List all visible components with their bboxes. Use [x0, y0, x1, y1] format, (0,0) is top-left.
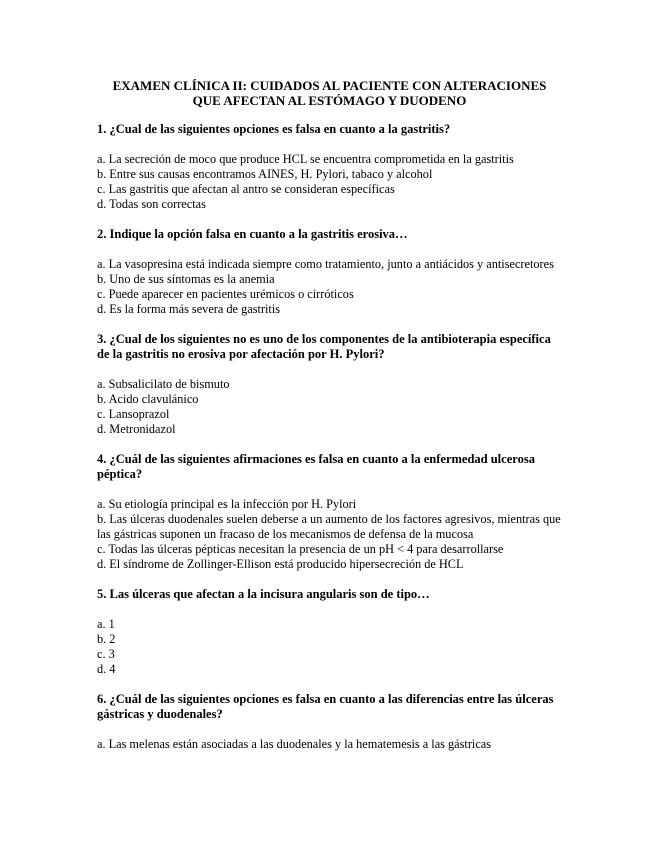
question-5-option-b: b. 2 — [97, 632, 116, 646]
question-3-option-c: c. Lansoprazol — [97, 407, 170, 421]
question-4-option-c: c. Todas las úlceras pépticas necesitan la presencia de un pH < 4 para desarrollarse — [97, 542, 504, 556]
exam-title-line-1: EXAMEN CLÍNICA II: CUIDADOS AL PACIENTE CON ALTERACIONES — [112, 78, 547, 93]
exam-page — [97, 78, 562, 752]
question-4-option-d: d. El síndrome de Zollinger-Ellison está producido hipersecreción de HCL — [97, 557, 464, 571]
question-5-options — [97, 617, 562, 677]
question-1-option-c: c. Las gastritis que afectan al antro se consideran específicas — [97, 182, 395, 196]
question-1-option-d: d. Todas son correctas — [97, 197, 206, 211]
question-3-option-d: d. Metronidazol — [97, 422, 176, 436]
question-2 — [97, 227, 562, 317]
question-1-option-a: a. La secreción de moco que produce HCL se encuentra comprometida en la gastritis — [97, 152, 514, 166]
exam-title-line-2: QUE AFECTAN AL ESTÓMAGO Y DUODENO — [192, 93, 467, 108]
question-1-option-b: b. Entre sus causas encontramos AINES, H. Pylori, tabaco y alcohol — [97, 167, 433, 181]
question-3-options — [97, 377, 562, 437]
question-5-option-c: c. 3 — [97, 647, 115, 661]
question-6-options — [97, 737, 562, 752]
question-5-option-d: d. 4 — [97, 662, 116, 676]
exam-title — [97, 78, 562, 108]
question-5-option-a: a. 1 — [97, 617, 115, 631]
question-3-option-a: a. Subsalicilato de bismuto — [97, 377, 230, 391]
question-1 — [97, 122, 562, 212]
question-4 — [97, 452, 562, 572]
question-2-option-a: a. La vasopresina está indicada siempre como tratamiento, junto a antiácidos y antisecretores — [97, 257, 554, 271]
question-6-text: 6. ¿Cuál de las siguientes opciones es falsa en cuanto a las diferencias entre las úlceras gástricas y duodenales? — [97, 692, 554, 721]
question-4-option-b: b. Las úlceras duodenales suelen deberse a un aumento de los factores agresivos, mientras que las gástricas suponen un fracaso de los mecanismos de defensa de la mucosa — [97, 512, 561, 541]
question-2-option-b: b. Uno de sus síntomas es la anemia — [97, 272, 275, 286]
question-1-text: 1. ¿Cual de las siguientes opciones es falsa en cuanto a la gastritis? — [97, 122, 451, 136]
question-1-options — [97, 152, 562, 212]
question-6 — [97, 692, 562, 752]
question-4-text: 4. ¿Cuál de las siguientes afirmaciones es falsa en cuanto a la enfermedad ulcerosa péptica? — [97, 452, 535, 481]
question-3 — [97, 332, 562, 437]
question-5 — [97, 587, 562, 677]
question-2-text: 2. Indique la opción falsa en cuanto a la gastritis erosiva… — [97, 227, 408, 241]
question-2-options — [97, 257, 562, 317]
question-4-options — [97, 497, 562, 572]
question-2-option-d: d. Es la forma más severa de gastritis — [97, 302, 281, 316]
question-5-text: 5. Las úlceras que afectan a la incisura angularis son de tipo… — [97, 587, 430, 601]
question-6-option-a: a. Las melenas están asociadas a las duodenales y la hematemesis a las gástricas — [97, 737, 492, 751]
question-3-option-b: b. Acido clavulánico — [97, 392, 199, 406]
question-3-text: 3. ¿Cual de los siguientes no es uno de los componentes de la antibioterapia específica de la gastritis no erosiva por afectación por H. Pylori? — [97, 332, 551, 361]
question-2-option-c: c. Puede aparecer en pacientes urémicos o cirróticos — [97, 287, 354, 301]
question-4-option-a: a. Su etiología principal es la infección por H. Pylori — [97, 497, 357, 511]
